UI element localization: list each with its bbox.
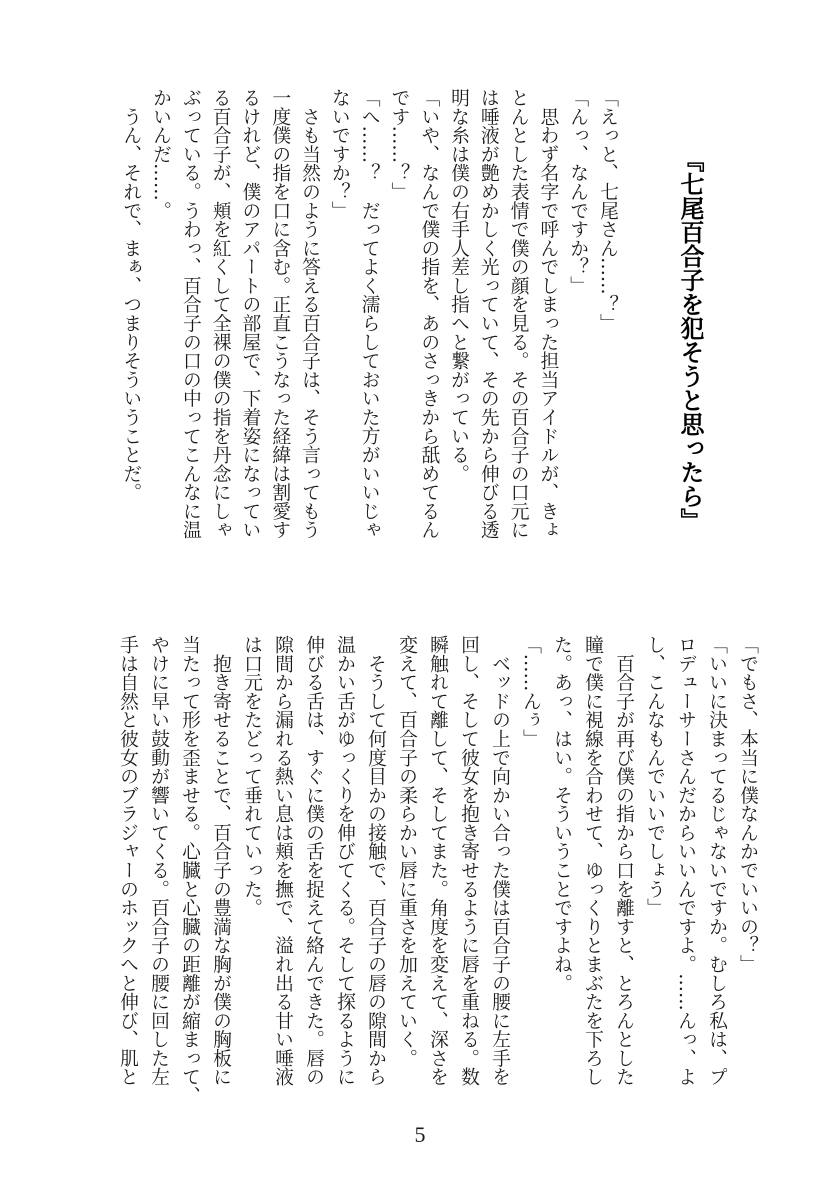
text-line: る百合子が、頬を紅くして全裸の僕の指を丹念にしゃ bbox=[209, 88, 231, 539]
text-line: 瞬触れて離して、そしてまた。角度を変えて、深さを bbox=[427, 635, 448, 1086]
text-line: ないですか？」 bbox=[328, 88, 350, 220]
text-line: 抱き寄せることで、百合子の豊満な胸が僕の胸板に bbox=[210, 635, 231, 1086]
chapter-title: 『七尾百合子を犯そうと思ったら』 bbox=[676, 148, 704, 532]
text-line: かいんだ……。 bbox=[150, 88, 172, 220]
text-line: さも当然のように答える百合子は、そう言ってもう bbox=[299, 88, 321, 539]
text-line: やけに早い鼓動が響いてくる。百合子の腰に回した左 bbox=[148, 635, 169, 1086]
text-line: 「えっと、七尾さん……？」 bbox=[597, 88, 618, 333]
text-line: 瞳で僕に視線を合わせて、ゆっくりとまぶたを下ろし bbox=[582, 635, 603, 1086]
text-line: 「いいに決まってるじゃないですか。むしろ私は、プ bbox=[706, 635, 727, 1086]
text-line: そうして何度目かの接触で、百合子の唇の隙間から bbox=[365, 635, 386, 1086]
text-line: 回し、そして彼女を抱き寄せるように唇を重ねる。数 bbox=[458, 635, 479, 1086]
text-line: 百合子が再び僕の指から口を離すと、とろんとした bbox=[613, 635, 634, 1086]
text-line: 「んっ、なんですか？」 bbox=[567, 88, 589, 295]
text-line: し、こんなもんでいいでしょう」 bbox=[644, 635, 665, 917]
text-line: た。あっ、はい。そういうことですよね。 bbox=[551, 635, 572, 993]
text-line: るけれど、僕のアパートの部屋で、下着姿になってい bbox=[239, 88, 261, 539]
text-line: ロデューサーさんだからいいんですよ。……んっ、よ bbox=[675, 635, 696, 1086]
text-line: は唾液が艶めかしく光っていて、その先から伸びる透 bbox=[477, 88, 499, 539]
page-number: 5 bbox=[414, 1122, 426, 1147]
text-block-upper bbox=[115, 88, 622, 558]
text-line: は口元をたどって垂れていった。 bbox=[241, 635, 262, 917]
text-line: 「いや、なんで僕の指を、あのさっきから舐めてるん bbox=[418, 88, 440, 539]
text-line: 「へ……？ だってよく濡らしておいた方がいいじゃ bbox=[358, 88, 380, 539]
text-line: 思わず名字で呼んでしまった担当アイドルが、きょ bbox=[537, 88, 559, 539]
text-line: ぶっている。うわっ、百合子の口の中ってこんなに温 bbox=[179, 88, 201, 539]
text-line: です……？」 bbox=[388, 88, 410, 201]
text-line: 手は自然と彼女のブラジャーのホックへと伸び、肌と bbox=[117, 635, 138, 1086]
text-line: 「でもさ、本当に僕なんかでいいの？」 bbox=[737, 635, 758, 974]
text-block-lower bbox=[112, 635, 763, 1105]
text-line: とんとした表情で僕の顔を見る。その百合子の口元に bbox=[507, 88, 529, 539]
text-line: 当たって形を歪ませる。心臓と心臓の距離が縮まって、 bbox=[179, 635, 200, 1105]
text-line: 隙間から漏れる熱い息は頬を撫で、溢れ出る甘い唾液 bbox=[272, 635, 293, 1086]
text-line: 「……んぅ」 bbox=[520, 635, 541, 748]
text-line: 伸びる舌は、すぐに僕の舌を捉えて絡んできた。唇の bbox=[303, 635, 324, 1086]
text-line: 明な糸は僕の右手人差し指へと繋がっている。 bbox=[448, 88, 470, 483]
text-line: 一度僕の指を口に含む。正直こうなった経緯は割愛す bbox=[269, 88, 291, 539]
text-line: 変えて、百合子の柔らかい唇に重さを加えていく。 bbox=[396, 635, 417, 1068]
text-line: 温かい舌がゆっくりを伸びてくる。そして探るように bbox=[334, 635, 355, 1086]
text-line: ベッドの上で向かい合った僕は百合子の腰に左手を bbox=[489, 635, 510, 1086]
text-line: うん、それで、まぁ、つまりそういうことだ。 bbox=[120, 88, 142, 502]
